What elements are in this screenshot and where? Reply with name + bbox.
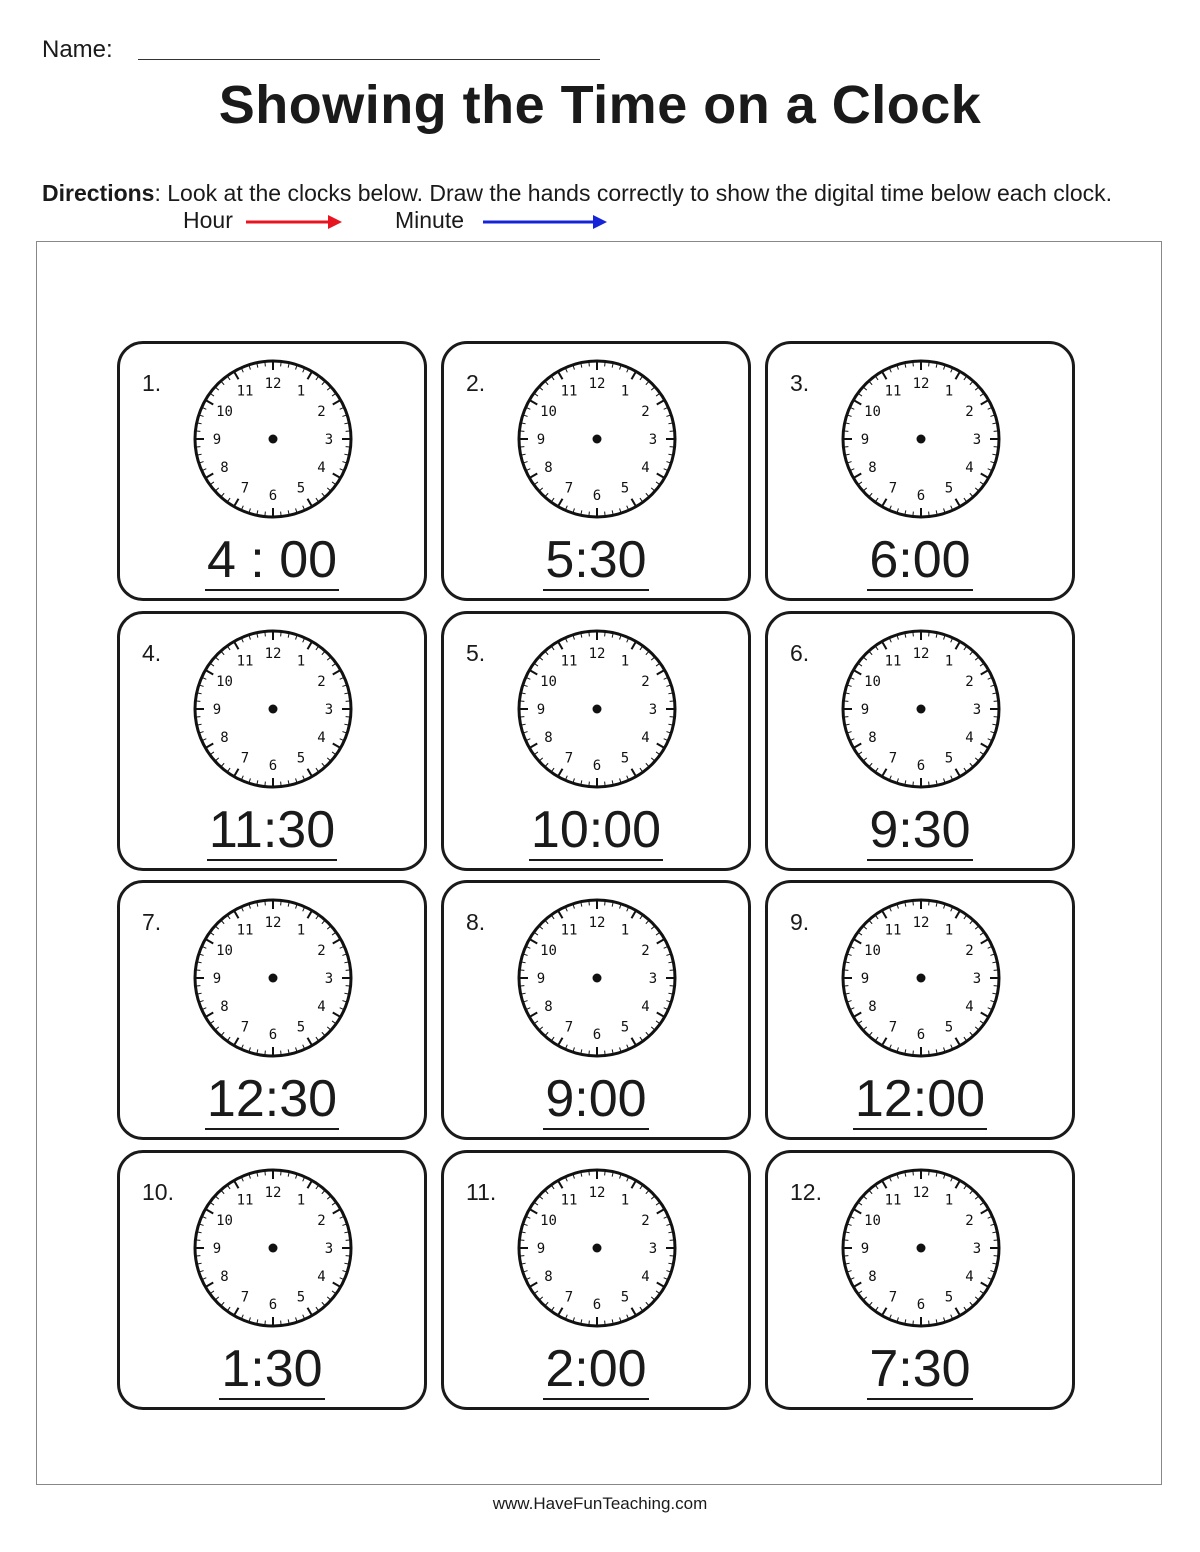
- clock-numeral: 12: [264, 376, 282, 392]
- clock-numeral: 5: [944, 480, 954, 497]
- blank-clock-face[interactable]: [838, 356, 1004, 522]
- clock-card: [441, 611, 751, 871]
- clock-numeral: 6: [916, 758, 926, 774]
- clock-numeral: 9: [860, 432, 870, 448]
- clock-numeral: 11: [884, 922, 902, 939]
- clock-numeral: 5: [620, 750, 630, 767]
- clock-numeral: 4: [641, 1269, 650, 1285]
- clock-numeral: 2: [641, 1213, 650, 1229]
- clock-numeral: 8: [544, 730, 553, 746]
- clock-numeral: 11: [884, 653, 902, 670]
- clock-numeral: 10: [864, 943, 881, 959]
- clock-numeral: 6: [592, 758, 602, 774]
- clock-numeral: 5: [944, 1019, 954, 1036]
- clock-numeral: 4: [317, 730, 326, 746]
- clock-numeral: 5: [944, 750, 954, 767]
- clock-numeral: 6: [592, 1027, 602, 1043]
- clock-numeral: 6: [916, 1297, 926, 1313]
- clock-numeral: 9: [212, 971, 222, 987]
- clock-numeral: 8: [544, 1269, 553, 1285]
- clock-numeral: 1: [944, 922, 954, 939]
- digital-time-text: 2:00: [545, 1340, 647, 1398]
- name-row: [42, 36, 642, 66]
- clock-numeral: 2: [641, 404, 650, 420]
- clock-numeral: 12: [588, 646, 606, 662]
- blank-clock-face[interactable]: [838, 1165, 1004, 1331]
- clock-numeral: 10: [540, 404, 557, 420]
- clock-numeral: 9: [536, 971, 546, 987]
- clock-numeral: 4: [641, 460, 650, 476]
- clock-numeral: 12: [264, 915, 282, 931]
- blank-clock-face[interactable]: [190, 356, 356, 522]
- problem-number: 8.: [466, 909, 486, 935]
- hour-arrow-icon: [246, 212, 344, 232]
- clock-center-dot: [593, 1244, 602, 1253]
- clock-numeral: 12: [912, 1185, 930, 1201]
- clock-numeral: 9: [536, 702, 546, 718]
- blank-clock-face[interactable]: [190, 1165, 356, 1331]
- clock-numeral: 11: [236, 922, 254, 939]
- clock-numeral: 11: [560, 653, 578, 670]
- directions-label: Directions: [42, 180, 155, 206]
- blank-clock-face[interactable]: [514, 356, 680, 522]
- clock-card: [117, 1150, 427, 1410]
- digital-time-text: 4 : 00: [206, 531, 338, 589]
- problem-number: 4.: [142, 640, 162, 666]
- clock-numeral: 11: [236, 1192, 254, 1209]
- clock-numeral: 4: [317, 999, 326, 1015]
- digital-time: [444, 1341, 748, 1397]
- clock-numeral: 9: [212, 432, 222, 448]
- clock-center-dot: [269, 435, 278, 444]
- digital-time-text: 11:30: [208, 801, 336, 859]
- clock-numeral: 10: [540, 943, 557, 959]
- clock-numeral: 7: [888, 750, 898, 767]
- digital-time: [444, 802, 748, 858]
- clock-numeral: 5: [296, 750, 306, 767]
- clock-numeral: 7: [240, 1289, 250, 1306]
- clock-numeral: 3: [972, 432, 982, 448]
- clock-numeral: 6: [268, 1297, 278, 1313]
- clock-numeral: 3: [324, 1241, 334, 1257]
- clock-numeral: 8: [868, 460, 877, 476]
- clock-numeral: 3: [648, 702, 658, 718]
- clock-numeral: 3: [972, 1241, 982, 1257]
- clock-numeral: 5: [296, 1019, 306, 1036]
- clock-center-dot: [269, 1244, 278, 1253]
- clock-card: [117, 880, 427, 1140]
- clock-numeral: 7: [240, 1019, 250, 1036]
- digital-time: [768, 1341, 1072, 1397]
- clock-numeral: 3: [324, 702, 334, 718]
- clock-center-dot: [269, 705, 278, 714]
- clock-numeral: 3: [324, 432, 334, 448]
- digital-time: [120, 802, 424, 858]
- clock-numeral: 6: [268, 758, 278, 774]
- clock-numeral: 9: [860, 702, 870, 718]
- digital-time: [768, 1071, 1072, 1127]
- clock-numeral: 5: [944, 1289, 954, 1306]
- clock-numeral: 7: [888, 1289, 898, 1306]
- clock-numeral: 9: [536, 432, 546, 448]
- clock-numeral: 4: [317, 460, 326, 476]
- clock-numeral: 1: [296, 922, 306, 939]
- clock-numeral: 9: [860, 1241, 870, 1257]
- clock-numeral: 10: [864, 1213, 881, 1229]
- minute-arrow-icon: [483, 212, 609, 232]
- blank-clock-face[interactable]: [514, 1165, 680, 1331]
- digital-time-text: 1:30: [221, 1340, 323, 1398]
- clock-numeral: 8: [544, 999, 553, 1015]
- clock-numeral: 6: [916, 488, 926, 504]
- clock-numeral: 12: [912, 646, 930, 662]
- directions: [42, 178, 1162, 208]
- clock-numeral: 5: [620, 1289, 630, 1306]
- clock-numeral: 3: [648, 432, 658, 448]
- clock-numeral: 5: [296, 1289, 306, 1306]
- clock-center-dot: [593, 974, 602, 983]
- problem-number: 6.: [790, 640, 810, 666]
- blank-clock-face[interactable]: [838, 626, 1004, 792]
- clock-numeral: 1: [296, 383, 306, 400]
- digital-time: [768, 802, 1072, 858]
- clock-numeral: 4: [965, 460, 974, 476]
- clock-card: [765, 341, 1075, 601]
- clock-numeral: 12: [264, 646, 282, 662]
- digital-time-text: 6:00: [869, 531, 971, 589]
- clock-center-dot: [917, 435, 926, 444]
- clock-numeral: 2: [641, 674, 650, 690]
- clock-numeral: 2: [317, 1213, 326, 1229]
- clock-numeral: 8: [220, 460, 229, 476]
- clock-numeral: 7: [564, 1019, 574, 1036]
- clock-card: [117, 341, 427, 601]
- clock-numeral: 12: [912, 376, 930, 392]
- clock-numeral: 1: [944, 1192, 954, 1209]
- clock-numeral: 2: [317, 674, 326, 690]
- clock-numeral: 8: [220, 999, 229, 1015]
- clock-numeral: 9: [536, 1241, 546, 1257]
- clock-numeral: 4: [641, 999, 650, 1015]
- clock-numeral: 11: [560, 1192, 578, 1209]
- clock-numeral: 10: [540, 1213, 557, 1229]
- clock-numeral: 10: [540, 674, 557, 690]
- digital-time: [444, 1071, 748, 1127]
- clock-numeral: 3: [648, 1241, 658, 1257]
- clock-numeral: 8: [868, 730, 877, 746]
- digital-time-text: 9:30: [869, 801, 971, 859]
- clock-numeral: 11: [236, 383, 254, 400]
- clock-numeral: 2: [965, 404, 974, 420]
- clock-card: [765, 611, 1075, 871]
- clock-numeral: 1: [944, 383, 954, 400]
- digital-time-text: 10:00: [530, 801, 662, 859]
- clock-card: [765, 1150, 1075, 1410]
- clock-center-dot: [917, 974, 926, 983]
- clock-numeral: 3: [972, 971, 982, 987]
- problem-number: 2.: [466, 370, 486, 396]
- clock-numeral: 2: [965, 943, 974, 959]
- clock-numeral: 4: [641, 730, 650, 746]
- clock-numeral: 8: [868, 999, 877, 1015]
- clock-card: [441, 880, 751, 1140]
- clock-numeral: 1: [944, 653, 954, 670]
- clock-numeral: 10: [864, 674, 881, 690]
- clock-numeral: 7: [240, 750, 250, 767]
- clock-numeral: 3: [972, 702, 982, 718]
- clock-numeral: 6: [268, 1027, 278, 1043]
- clock-numeral: 6: [592, 488, 602, 504]
- clock-numeral: 10: [216, 943, 233, 959]
- clock-numeral: 10: [216, 404, 233, 420]
- clock-numeral: 2: [641, 943, 650, 959]
- name-write-line[interactable]: [138, 59, 600, 60]
- blank-clock-face[interactable]: [838, 895, 1004, 1061]
- clock-numeral: 8: [220, 1269, 229, 1285]
- clock-numeral: 1: [620, 383, 630, 400]
- problem-number: 10.: [142, 1179, 174, 1205]
- clock-numeral: 12: [912, 915, 930, 931]
- clock-numeral: 5: [620, 1019, 630, 1036]
- clock-numeral: 7: [240, 480, 250, 497]
- blank-clock-face[interactable]: [514, 626, 680, 792]
- clock-numeral: 1: [296, 1192, 306, 1209]
- clock-center-dot: [269, 974, 278, 983]
- clock-numeral: 5: [620, 480, 630, 497]
- digital-time: [120, 1071, 424, 1127]
- digital-time: [444, 532, 748, 588]
- clock-numeral: 11: [884, 1192, 902, 1209]
- clock-numeral: 12: [588, 1185, 606, 1201]
- clock-numeral: 6: [592, 1297, 602, 1313]
- clock-numeral: 9: [212, 702, 222, 718]
- clock-numeral: 3: [324, 971, 334, 987]
- digital-time-text: 12:30: [206, 1070, 338, 1128]
- clock-center-dot: [593, 705, 602, 714]
- clock-numeral: 1: [620, 1192, 630, 1209]
- blank-clock-face[interactable]: [190, 895, 356, 1061]
- clock-numeral: 3: [648, 971, 658, 987]
- clock-numeral: 7: [564, 750, 574, 767]
- clock-numeral: 12: [588, 915, 606, 931]
- blank-clock-face[interactable]: [514, 895, 680, 1061]
- clock-numeral: 7: [564, 480, 574, 497]
- clock-numeral: 8: [544, 460, 553, 476]
- problem-number: 5.: [466, 640, 486, 666]
- clock-center-dot: [593, 435, 602, 444]
- digital-time: [768, 532, 1072, 588]
- clock-numeral: 1: [620, 653, 630, 670]
- problem-number: 12.: [790, 1179, 822, 1205]
- problem-number: 7.: [142, 909, 162, 935]
- problem-number: 11.: [466, 1179, 497, 1205]
- clock-numeral: 2: [965, 1213, 974, 1229]
- clock-numeral: 8: [868, 1269, 877, 1285]
- worksheet-title: Showing the Time on a Clock: [218, 75, 982, 135]
- footer-url: www.HaveFunTeaching.com: [492, 1494, 708, 1513]
- digital-time-text: 9:00: [545, 1070, 647, 1128]
- digital-time: [120, 532, 424, 588]
- problem-number: 9.: [790, 909, 810, 935]
- clock-numeral: 7: [888, 480, 898, 497]
- problem-number: 3.: [790, 370, 810, 396]
- clock-numeral: 12: [264, 1185, 282, 1201]
- legend-hour-label: Hour: [183, 207, 233, 233]
- clock-numeral: 9: [212, 1241, 222, 1257]
- legend-minute-label: Minute: [395, 207, 465, 233]
- clock-center-dot: [917, 1244, 926, 1253]
- clock-card: [441, 1150, 751, 1410]
- clock-numeral: 10: [216, 1213, 233, 1229]
- clock-numeral: 12: [588, 376, 606, 392]
- clock-numeral: 2: [317, 404, 326, 420]
- clock-card: [441, 341, 751, 601]
- clock-numeral: 2: [317, 943, 326, 959]
- clock-center-dot: [917, 705, 926, 714]
- clock-numeral: 4: [965, 999, 974, 1015]
- clock-numeral: 1: [296, 653, 306, 670]
- clock-numeral: 10: [864, 404, 881, 420]
- clock-card: [765, 880, 1075, 1140]
- clock-numeral: 1: [620, 922, 630, 939]
- clock-numeral: 10: [216, 674, 233, 690]
- blank-clock-face[interactable]: [190, 626, 356, 792]
- digital-time-text: 5:30: [545, 531, 647, 589]
- clock-numeral: 7: [888, 1019, 898, 1036]
- clock-numeral: 11: [560, 383, 578, 400]
- digital-time-text: 7:30: [869, 1340, 971, 1398]
- name-label: Name:: [42, 36, 113, 63]
- clock-numeral: 8: [220, 730, 229, 746]
- directions-text: : Look at the clocks below. Draw the hands correctly to show the digital time below each clock.: [154, 180, 1113, 206]
- clock-numeral: 7: [564, 1289, 574, 1306]
- digital-time-text: 12:00: [854, 1070, 986, 1128]
- clock-numeral: 4: [317, 1269, 326, 1285]
- clock-numeral: 11: [560, 922, 578, 939]
- problem-number: 1.: [142, 370, 162, 396]
- clock-numeral: 6: [268, 488, 278, 504]
- clock-card: [117, 611, 427, 871]
- clock-numeral: 11: [236, 653, 254, 670]
- clock-numeral: 5: [296, 480, 306, 497]
- clock-numeral: 4: [965, 1269, 974, 1285]
- clock-numeral: 9: [860, 971, 870, 987]
- clock-numeral: 11: [884, 383, 902, 400]
- clock-numeral: 6: [916, 1027, 926, 1043]
- digital-time: [120, 1341, 424, 1397]
- clock-numeral: 2: [965, 674, 974, 690]
- clock-numeral: 4: [965, 730, 974, 746]
